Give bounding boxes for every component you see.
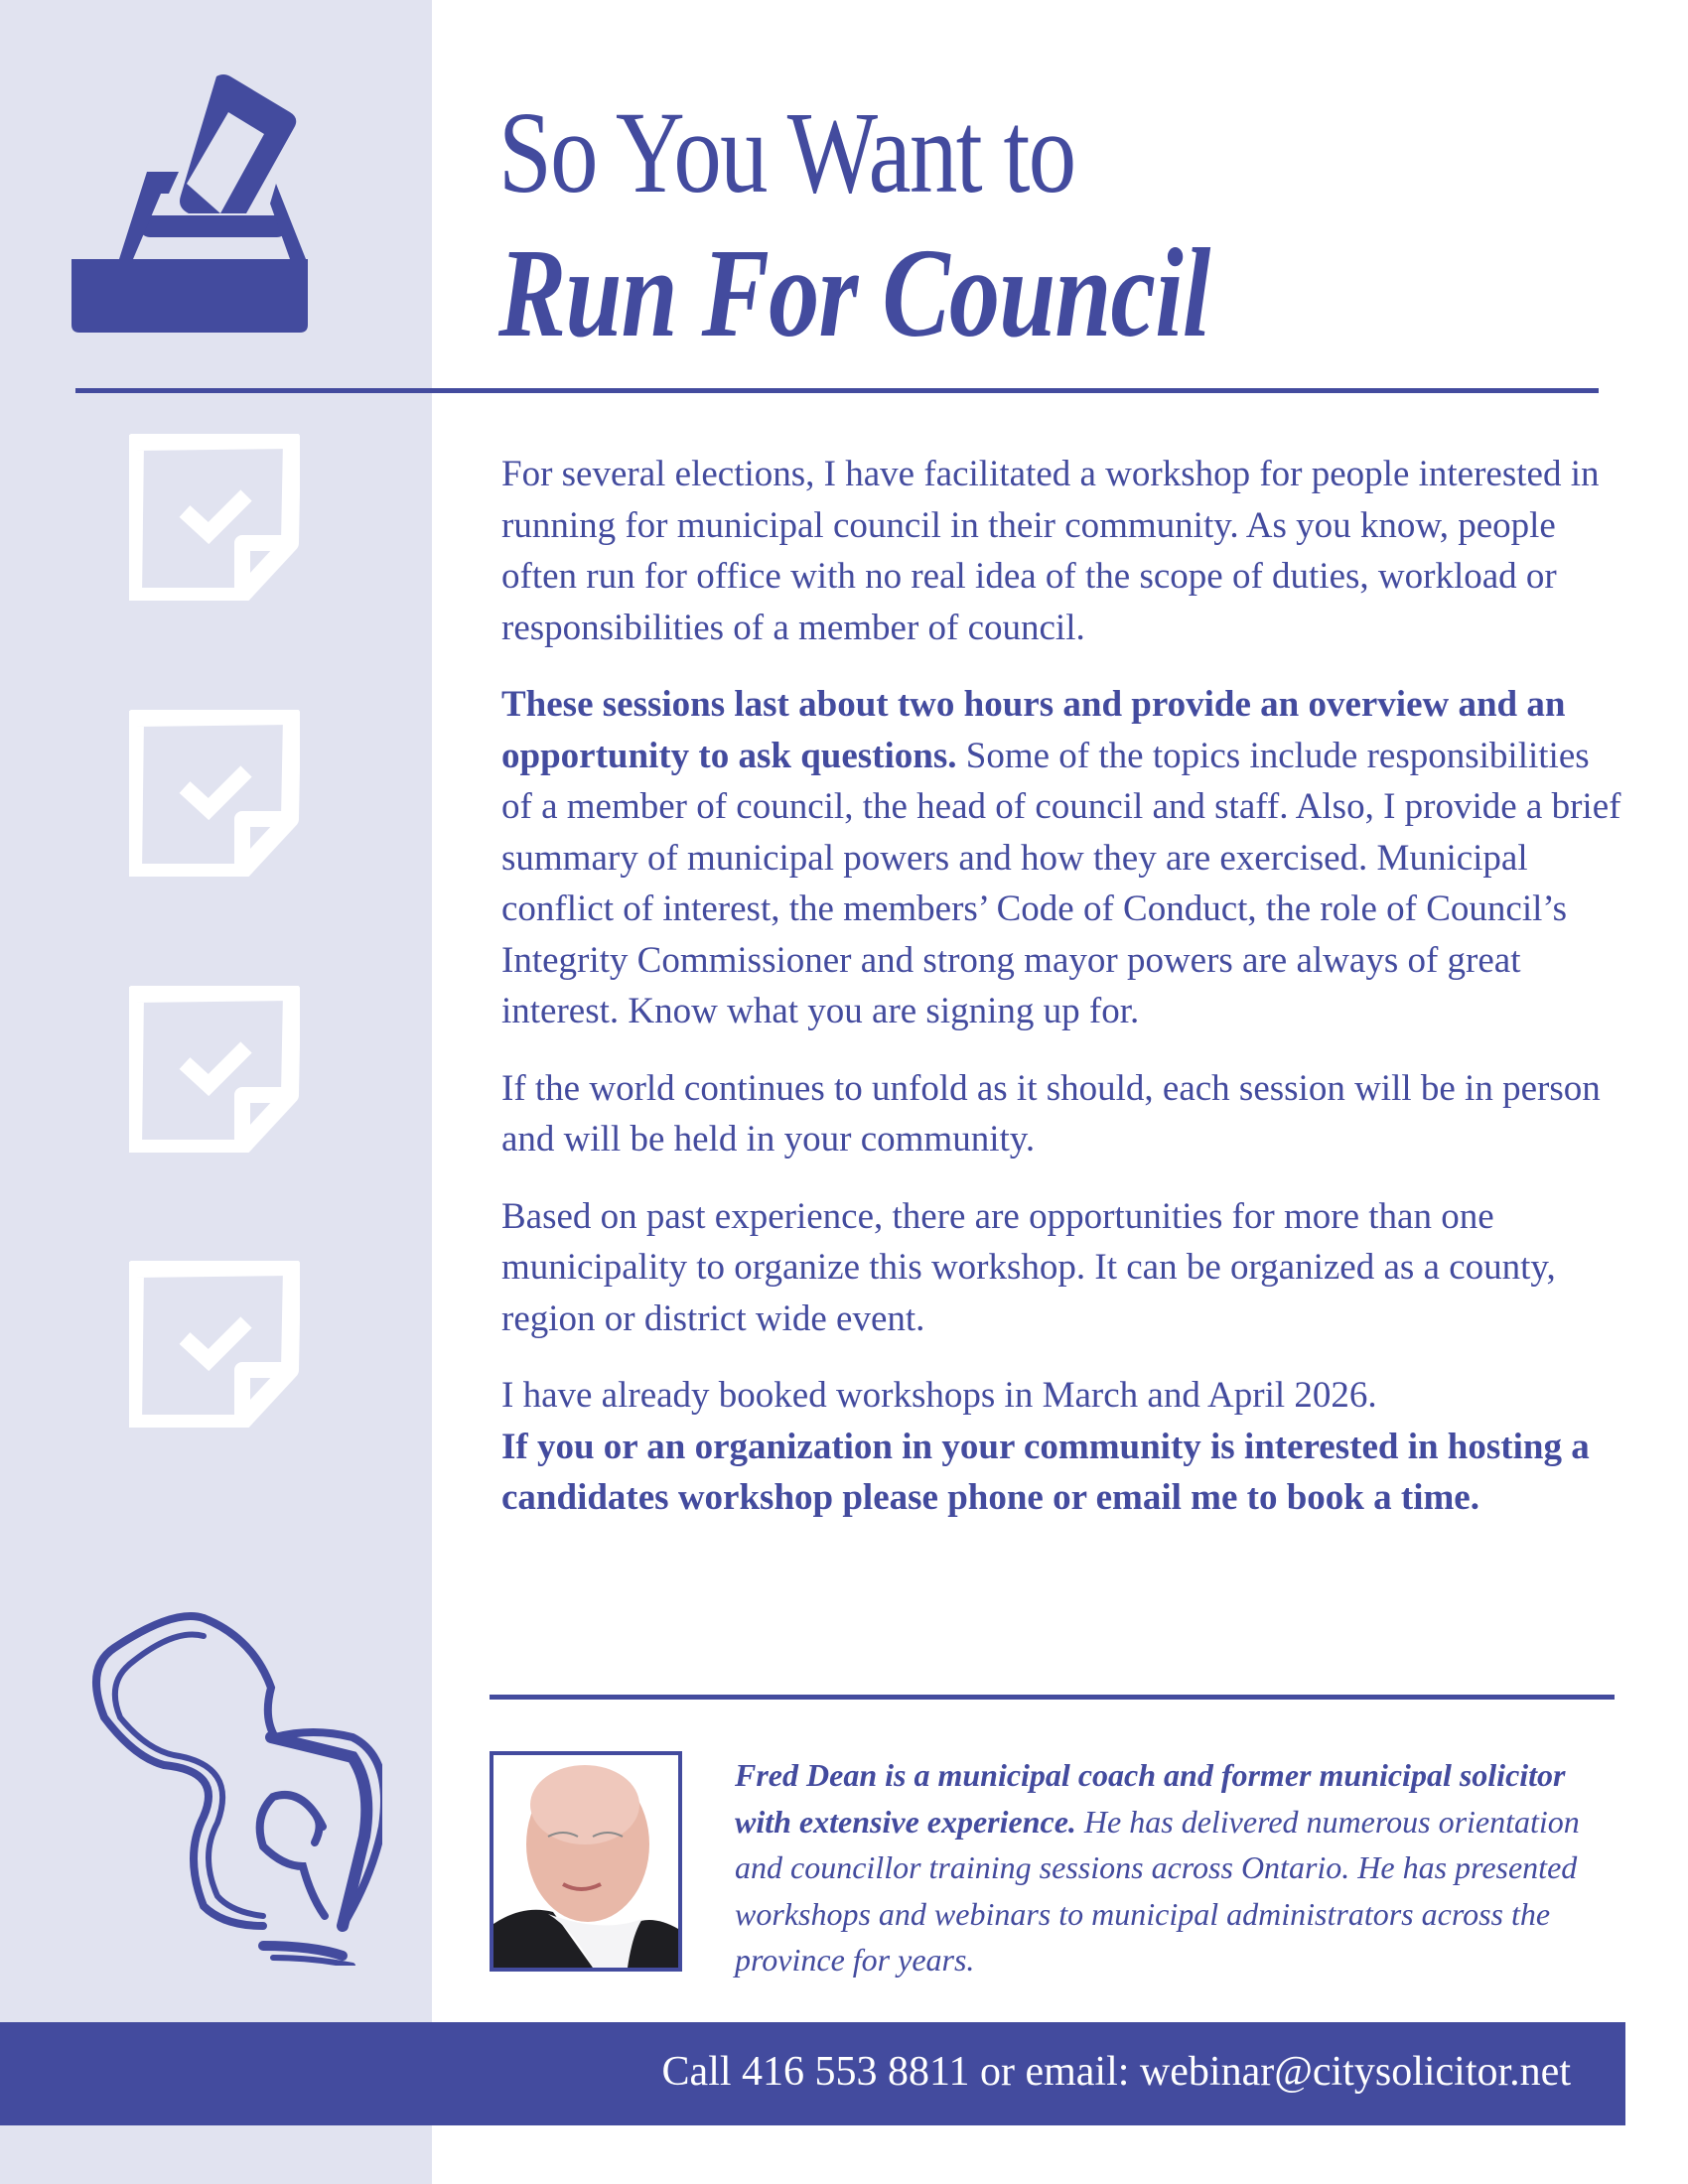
contact-info[interactable]: Call 416 553 8811 or email: webinar@citysolicitor.net [661,2049,1571,2095]
author-bio [735,1752,1628,1983]
paragraph-intro: For several elections, I have facilitated a workshop for people interested in running for municipal council in their community. As you know, people often run for office with no real idea of the scope of duties, workload or responsibilities of a member of council. [501,454,1600,648]
ballot-box-icon [70,65,308,342]
sessions-topics: Some of the topics include responsibilities of a member of council, the head of council and staff. Also, I provide a brief summary of municipal powers and how they are exercised. Municipal conflict of interest, the members’ Code of Conduct, the role of Council’s Integrity Commissioner and strong mayor powers are always of great interest. Know what you are signing up for. [501,735,1621,1031]
paragraph-booking [501,1370,1628,1524]
divider-bio [490,1695,1615,1700]
title-line-1: So You Want to [498,87,1075,217]
checklist-icon [129,434,300,601]
booking-call-to-action: If you or an organization in your community is interested in hosting a candidates workshop please phone or email me to book a time. [501,1426,1590,1518]
author-photo [490,1751,682,1972]
paragraph-in-person: If the world continues to unfold as it should, each session will be in person and will be held in your community. [501,1067,1601,1160]
checklist-icon [129,710,300,877]
sessions-highlight: These sessions last about two hours and provide an overview and an opportunity to ask questions. [501,684,1566,776]
pen-nib-icon [55,1588,382,1966]
checklist-icon [129,1261,300,1428]
booking-status: I have already booked workshops in March and April 2026. [501,1375,1377,1416]
contact-footer [0,2022,1625,2125]
checklist-icon [129,986,300,1153]
paragraph-sessions [501,679,1628,1037]
body-content [501,449,1628,1550]
page-title [498,87,1388,363]
paragraph-multi-municipality: Based on past experience, there are opportunities for more than one municipality to organize this workshop. It can be organized as a county, region or district wide event. [501,1195,1556,1339]
portrait-image [493,1755,678,1968]
bio-details: He has delivered numerous orientation and councillor training sessions across Ontario. He has presented workshops and webinars to municipal administrators across the province for years. [735,1803,1580,1978]
divider-top [75,388,1599,393]
sidebar-panel [0,0,432,2184]
bio-highlight: Fred Dean is a municipal coach and former municipal solicitor with extensive experience. [735,1757,1566,1840]
title-line-2: Run For Council [498,222,1210,363]
